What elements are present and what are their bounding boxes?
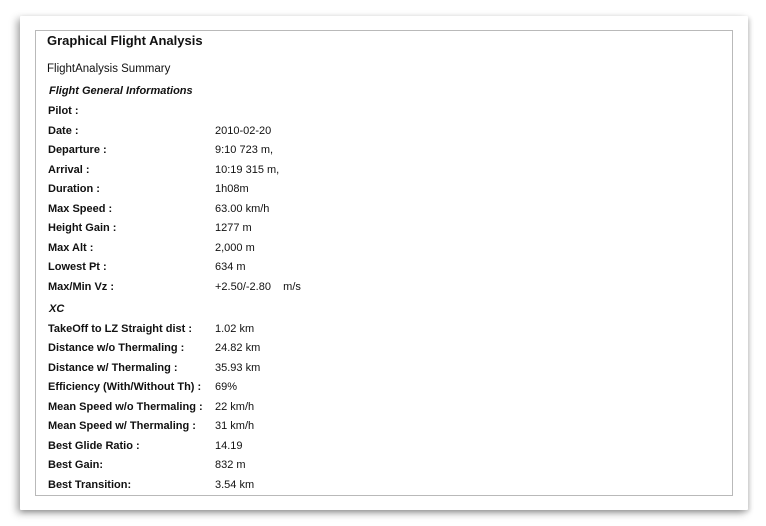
xc-label: Efficiency (With/Without Th) :: [48, 381, 202, 393]
info-label: Arrival :: [48, 164, 90, 176]
info-value: 1277 m: [215, 222, 252, 234]
info-value: 2010-02-20: [215, 125, 272, 137]
xc-value: 3.54 km: [215, 479, 255, 491]
xc-value: 24.82 km: [215, 342, 261, 354]
page-title: Graphical Flight Analysis: [47, 33, 203, 48]
section-general-heading: Flight General Informations: [49, 85, 193, 97]
info-label: Height Gain :: [48, 222, 117, 234]
report-card: [20, 16, 748, 510]
xc-value: 35.93 km: [215, 362, 261, 374]
xc-value: 69%: [215, 381, 238, 393]
info-label: Duration :: [48, 183, 100, 195]
xc-value: 832 m: [215, 459, 246, 471]
info-value: 634 m: [215, 261, 246, 273]
info-value: +2.50/-2.80 m/s: [215, 281, 301, 293]
info-label: Max/Min Vz :: [48, 281, 115, 293]
info-label: Max Alt :: [48, 242, 94, 254]
xc-label: TakeOff to LZ Straight dist :: [48, 323, 193, 335]
xc-label: Distance w/o Thermaling :: [48, 342, 185, 354]
xc-value: 14.19: [215, 440, 243, 452]
xc-label: Mean Speed w/o Thermaling :: [48, 401, 203, 413]
info-value: 2,000 m: [215, 242, 255, 254]
summary-heading: FlightAnalysis Summary: [47, 63, 171, 75]
info-label: Date :: [48, 125, 79, 137]
report-frame: [35, 30, 733, 496]
xc-label: Best Gain:: [48, 459, 104, 471]
info-value: 10:19 315 m,: [215, 164, 280, 176]
xc-label: Best Glide Ratio :: [48, 440, 140, 452]
info-value: 9:10 723 m,: [215, 144, 274, 156]
xc-value: 31 km/h: [215, 420, 255, 432]
info-label: Pilot :: [48, 105, 79, 117]
info-value: 63.00 km/h: [215, 203, 270, 215]
info-value: 1h08m: [215, 183, 249, 195]
xc-label: Distance w/ Thermaling :: [48, 362, 178, 374]
info-label: Max Speed :: [48, 203, 113, 215]
xc-value: 22 km/h: [215, 401, 255, 413]
xc-label: Mean Speed w/ Thermaling :: [48, 420, 196, 432]
section-xc-heading: XC: [49, 303, 65, 315]
xc-value: 1.02 km: [215, 323, 255, 335]
info-label: Departure :: [48, 144, 107, 156]
xc-label: Best Transition:: [48, 479, 132, 491]
info-label: Lowest Pt :: [48, 261, 107, 273]
